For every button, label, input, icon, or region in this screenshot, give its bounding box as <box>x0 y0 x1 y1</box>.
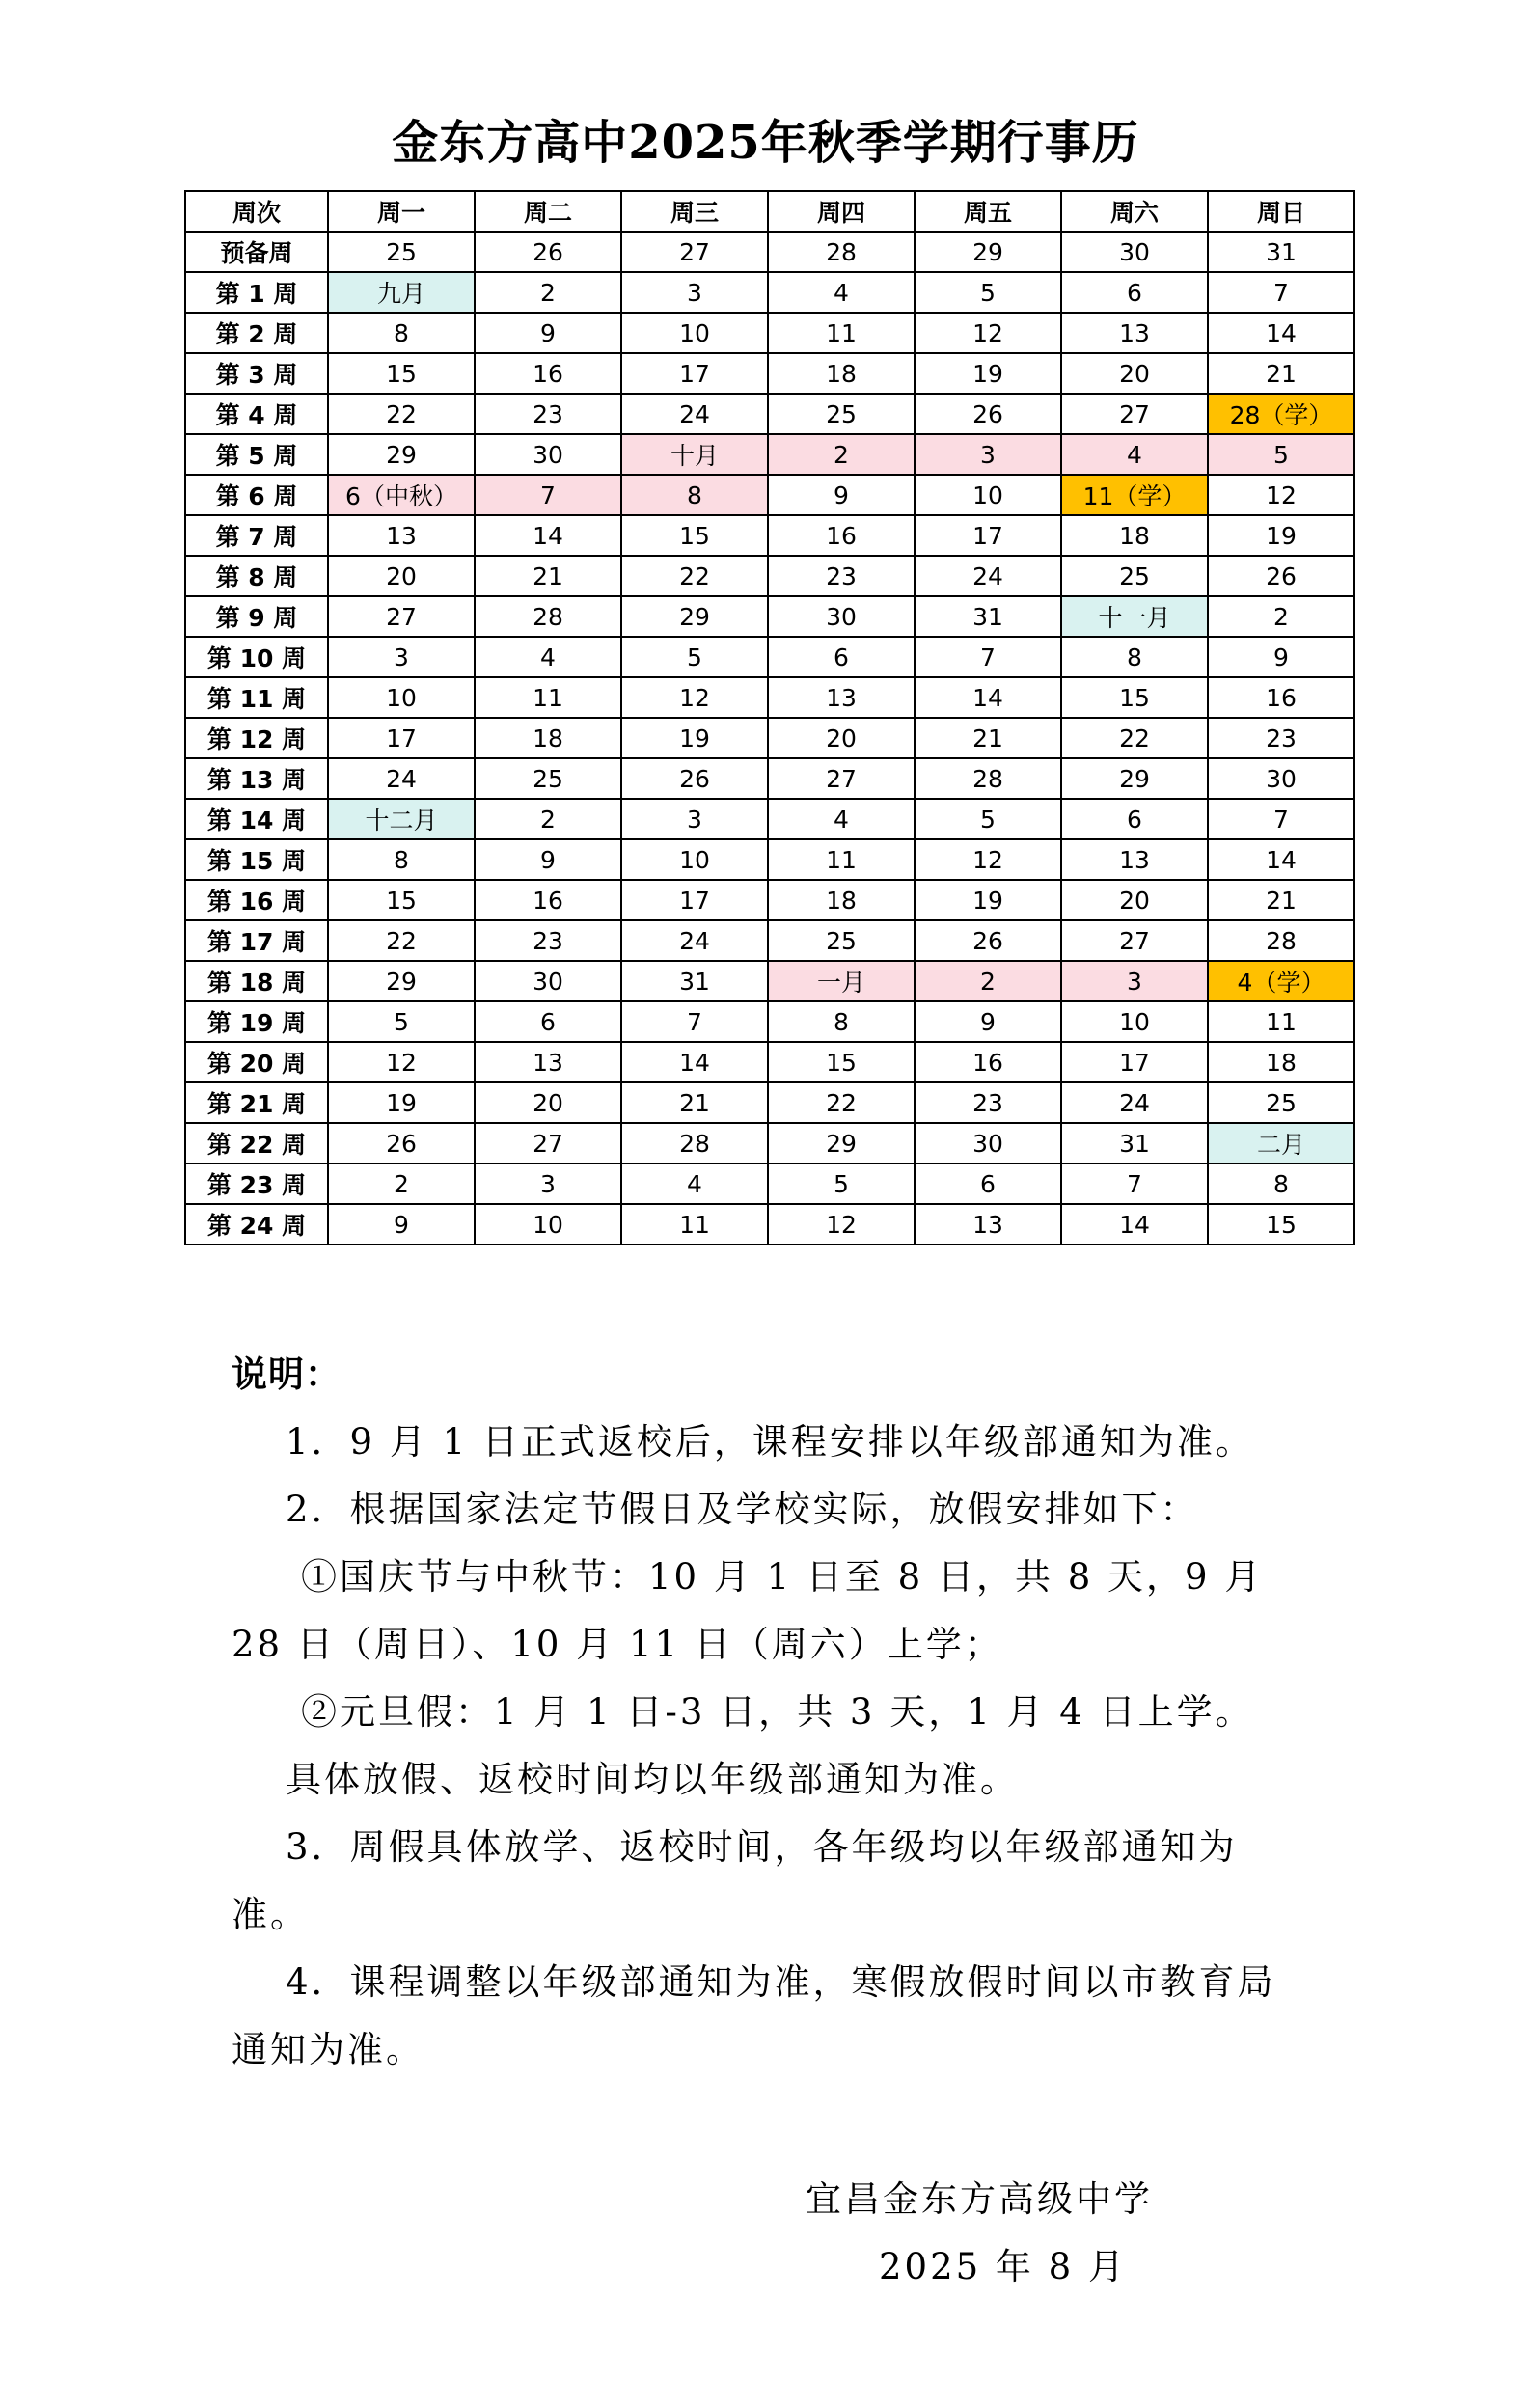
day-cell: 5 <box>915 272 1061 313</box>
day-cell: 19 <box>915 353 1061 394</box>
page-title: 金东方高中2025年秋季学期行事历 <box>392 116 1139 170</box>
calendar-week-row <box>185 434 1354 475</box>
day-cell: 31 <box>621 961 768 1001</box>
day-cell: 17 <box>621 353 768 394</box>
day-cell: 27 <box>328 596 475 637</box>
day-cell: 十月 <box>621 434 768 475</box>
day-cell: 17 <box>621 880 768 920</box>
week-label: 第 20 周 <box>185 1042 328 1082</box>
day-cell: 7 <box>621 1001 768 1042</box>
day-cell: 19 <box>915 880 1061 920</box>
week-label: 第 15 周 <box>185 839 328 880</box>
day-cell: 25 <box>1061 556 1208 596</box>
day-cell: 13 <box>328 515 475 556</box>
day-cell: 7 <box>475 475 621 515</box>
day-cell: 25 <box>1208 1082 1354 1123</box>
day-cell: 5 <box>768 1163 915 1204</box>
note-2-detail: 具体放假、返校时间均以年级部通知为准。 <box>286 1759 1019 1800</box>
day-cell: 15 <box>1208 1204 1354 1245</box>
day-cell: 21 <box>621 1082 768 1123</box>
day-cell: 9 <box>915 1001 1061 1042</box>
day-cell: 16 <box>475 353 621 394</box>
day-cell: 5 <box>328 1001 475 1042</box>
day-cell: 28 <box>621 1123 768 1163</box>
day-cell: 22 <box>768 1082 915 1123</box>
calendar-week-row <box>185 232 1354 272</box>
week-label: 第 21 周 <box>185 1082 328 1123</box>
day-cell: 4 <box>475 637 621 677</box>
calendar-week-row <box>185 515 1354 556</box>
note-4: 4．课程调整以年级部通知为准，寒假放假时间以市教育局通知为准。 <box>232 1961 1276 2070</box>
day-cell: 22 <box>328 920 475 961</box>
calendar-week-row <box>185 920 1354 961</box>
day-cell: 18 <box>475 718 621 758</box>
day-cell: 7 <box>915 637 1061 677</box>
day-cell: 7 <box>1208 272 1354 313</box>
calendar-table <box>184 190 1355 1245</box>
week-label: 第 11 周 <box>185 677 328 718</box>
day-cell: 26 <box>328 1123 475 1163</box>
day-cell: 8 <box>768 1001 915 1042</box>
week-label: 第 23 周 <box>185 1163 328 1204</box>
day-cell: 26 <box>1208 556 1354 596</box>
day-cell: 16 <box>768 515 915 556</box>
calendar-week-row <box>185 880 1354 920</box>
day-cell: 28 <box>915 758 1061 799</box>
day-cell: 5 <box>1208 434 1354 475</box>
header-wed: 周三 <box>621 191 768 232</box>
day-cell: 12 <box>1208 475 1354 515</box>
day-cell: 4（学） <box>1208 961 1354 1001</box>
day-cell: 3 <box>621 272 768 313</box>
day-cell: 12 <box>915 313 1061 353</box>
calendar-week-row <box>185 718 1354 758</box>
week-label: 第 5 周 <box>185 434 328 475</box>
day-cell: 26 <box>915 394 1061 434</box>
calendar-week-row <box>185 596 1354 637</box>
day-cell: 30 <box>475 961 621 1001</box>
note-2-national-day: ①国庆节与中秋节：10 月 1 日至 8 日，共 8 天，9 月 28 日（周日）、10 月 11 日（周六）上学； <box>232 1556 1264 1665</box>
calendar-week-row <box>185 1123 1354 1163</box>
day-cell: 27 <box>621 232 768 272</box>
day-cell: 14 <box>1061 1204 1208 1245</box>
day-cell: 15 <box>1061 677 1208 718</box>
day-cell: 8 <box>1061 637 1208 677</box>
day-cell: 14 <box>915 677 1061 718</box>
day-cell: 13 <box>1061 839 1208 880</box>
note-1: 1．9 月 1 日正式返校后，课程安排以年级部通知为准。 <box>286 1421 1254 1463</box>
day-cell: 29 <box>328 434 475 475</box>
day-cell: 二月 <box>1208 1123 1354 1163</box>
day-cell: 3 <box>621 799 768 839</box>
day-cell: 2 <box>328 1163 475 1204</box>
day-cell: 30 <box>1208 758 1354 799</box>
note-3: 3．周假具体放学、返校时间，各年级均以年级部通知为准。 <box>232 1826 1238 1935</box>
day-cell: 17 <box>915 515 1061 556</box>
day-cell: 3 <box>1061 961 1208 1001</box>
day-cell: 2 <box>475 799 621 839</box>
header-fri: 周五 <box>915 191 1061 232</box>
calendar-week-row <box>185 758 1354 799</box>
week-label: 第 7 周 <box>185 515 328 556</box>
calendar-week-row <box>185 313 1354 353</box>
day-cell: 14 <box>475 515 621 556</box>
school-name: 宜昌金东方高级中学 <box>806 2178 1153 2220</box>
calendar-week-row <box>185 839 1354 880</box>
day-cell: 21 <box>915 718 1061 758</box>
day-cell: 21 <box>1208 353 1354 394</box>
day-cell: 30 <box>768 596 915 637</box>
week-label: 第 16 周 <box>185 880 328 920</box>
week-label: 第 1 周 <box>185 272 328 313</box>
day-cell: 28 <box>1208 920 1354 961</box>
calendar-header-row <box>185 191 1354 232</box>
day-cell: 3 <box>475 1163 621 1204</box>
day-cell: 6（中秋） <box>328 475 475 515</box>
calendar-week-row <box>185 1042 1354 1082</box>
day-cell: 10 <box>621 313 768 353</box>
day-cell: 6 <box>915 1163 1061 1204</box>
calendar-week-row <box>185 677 1354 718</box>
day-cell: 9 <box>1208 637 1354 677</box>
day-cell: 25 <box>768 394 915 434</box>
day-cell: 7 <box>1061 1163 1208 1204</box>
calendar-week-row <box>185 637 1354 677</box>
day-cell: 19 <box>621 718 768 758</box>
week-label: 第 10 周 <box>185 637 328 677</box>
day-cell: 11 <box>475 677 621 718</box>
week-label: 第 14 周 <box>185 799 328 839</box>
day-cell: 23 <box>768 556 915 596</box>
week-label: 预备周 <box>185 232 328 272</box>
calendar-week-row <box>185 961 1354 1001</box>
day-cell: 4 <box>768 799 915 839</box>
day-cell: 14 <box>621 1042 768 1082</box>
day-cell: 29 <box>1061 758 1208 799</box>
day-cell: 19 <box>1208 515 1354 556</box>
calendar-week-row <box>185 556 1354 596</box>
day-cell: 22 <box>1061 718 1208 758</box>
day-cell: 27 <box>768 758 915 799</box>
day-cell: 10 <box>621 839 768 880</box>
day-cell: 27 <box>1061 920 1208 961</box>
day-cell: 8 <box>621 475 768 515</box>
notes-section <box>232 1341 1312 2084</box>
day-cell: 17 <box>328 718 475 758</box>
day-cell: 18 <box>1061 515 1208 556</box>
day-cell: 6 <box>475 1001 621 1042</box>
day-cell: 22 <box>621 556 768 596</box>
day-cell: 4 <box>768 272 915 313</box>
header-sat: 周六 <box>1061 191 1208 232</box>
day-cell: 25 <box>475 758 621 799</box>
week-label: 第 18 周 <box>185 961 328 1001</box>
day-cell: 2 <box>768 434 915 475</box>
day-cell: 23 <box>475 920 621 961</box>
day-cell: 5 <box>621 637 768 677</box>
day-cell: 20 <box>1061 880 1208 920</box>
day-cell: 9 <box>475 313 621 353</box>
week-label: 第 22 周 <box>185 1123 328 1163</box>
day-cell: 6 <box>768 637 915 677</box>
day-cell: 26 <box>475 232 621 272</box>
day-cell: 2 <box>915 961 1061 1001</box>
day-cell: 9 <box>768 475 915 515</box>
day-cell: 13 <box>768 677 915 718</box>
day-cell: 20 <box>768 718 915 758</box>
day-cell: 16 <box>475 880 621 920</box>
note-2-new-year: ②元旦假：1 月 1 日-3 日，共 3 天，1 月 4 日上学。 <box>301 1691 1254 1733</box>
day-cell: 12 <box>328 1042 475 1082</box>
day-cell: 29 <box>915 232 1061 272</box>
day-cell: 30 <box>1061 232 1208 272</box>
day-cell: 11（学） <box>1061 475 1208 515</box>
day-cell: 10 <box>475 1204 621 1245</box>
day-cell: 10 <box>1061 1001 1208 1042</box>
day-cell: 31 <box>1208 232 1354 272</box>
day-cell: 12 <box>768 1204 915 1245</box>
day-cell: 21 <box>475 556 621 596</box>
day-cell: 24 <box>328 758 475 799</box>
week-label: 第 2 周 <box>185 313 328 353</box>
week-label: 第 3 周 <box>185 353 328 394</box>
day-cell: 10 <box>915 475 1061 515</box>
day-cell: 20 <box>1061 353 1208 394</box>
header-week: 周次 <box>185 191 328 232</box>
day-cell: 一月 <box>768 961 915 1001</box>
day-cell: 14 <box>1208 313 1354 353</box>
day-cell: 30 <box>475 434 621 475</box>
calendar-week-row <box>185 475 1354 515</box>
notes-heading: 说明： <box>232 1354 342 1395</box>
header-tue: 周二 <box>475 191 621 232</box>
day-cell: 29 <box>621 596 768 637</box>
day-cell: 2 <box>1208 596 1354 637</box>
signature-block <box>806 2166 1211 2301</box>
day-cell: 27 <box>1061 394 1208 434</box>
note-2: 2．根据国家法定节假日及学校实际，放假安排如下： <box>286 1489 1199 1530</box>
day-cell: 31 <box>1061 1123 1208 1163</box>
day-cell: 6 <box>1061 272 1208 313</box>
day-cell: 28 <box>768 232 915 272</box>
day-cell: 12 <box>621 677 768 718</box>
day-cell: 20 <box>475 1082 621 1123</box>
day-cell: 24 <box>621 920 768 961</box>
week-label: 第 12 周 <box>185 718 328 758</box>
week-label: 第 4 周 <box>185 394 328 434</box>
day-cell: 18 <box>768 880 915 920</box>
day-cell: 29 <box>328 961 475 1001</box>
day-cell: 11 <box>768 313 915 353</box>
week-label: 第 17 周 <box>185 920 328 961</box>
day-cell: 十一月 <box>1061 596 1208 637</box>
calendar-week-row <box>185 1204 1354 1245</box>
day-cell: 14 <box>1208 839 1354 880</box>
day-cell: 11 <box>1208 1001 1354 1042</box>
day-cell: 13 <box>1061 313 1208 353</box>
day-cell: 25 <box>768 920 915 961</box>
day-cell: 2 <box>475 272 621 313</box>
calendar-week-row <box>185 1001 1354 1042</box>
day-cell: 6 <box>1061 799 1208 839</box>
day-cell: 26 <box>621 758 768 799</box>
day-cell: 13 <box>915 1204 1061 1245</box>
week-label: 第 8 周 <box>185 556 328 596</box>
calendar-week-row <box>185 272 1354 313</box>
day-cell: 19 <box>328 1082 475 1123</box>
day-cell: 12 <box>915 839 1061 880</box>
day-cell: 8 <box>328 839 475 880</box>
day-cell: 17 <box>1061 1042 1208 1082</box>
day-cell: 13 <box>475 1042 621 1082</box>
day-cell: 十二月 <box>328 799 475 839</box>
day-cell: 4 <box>621 1163 768 1204</box>
day-cell: 23 <box>915 1082 1061 1123</box>
day-cell: 28（学） <box>1208 394 1354 434</box>
day-cell: 29 <box>768 1123 915 1163</box>
day-cell: 20 <box>328 556 475 596</box>
day-cell: 18 <box>768 353 915 394</box>
day-cell: 16 <box>1208 677 1354 718</box>
day-cell: 15 <box>621 515 768 556</box>
day-cell: 31 <box>915 596 1061 637</box>
day-cell: 30 <box>915 1123 1061 1163</box>
calendar-week-row <box>185 799 1354 839</box>
day-cell: 27 <box>475 1123 621 1163</box>
calendar-week-row <box>185 1163 1354 1204</box>
day-cell: 15 <box>328 353 475 394</box>
day-cell: 26 <box>915 920 1061 961</box>
day-cell: 25 <box>328 232 475 272</box>
header-mon: 周一 <box>328 191 475 232</box>
day-cell: 7 <box>1208 799 1354 839</box>
calendar-week-row <box>185 353 1354 394</box>
day-cell: 18 <box>1208 1042 1354 1082</box>
signature-date: 2025 年 8 月 <box>879 2246 1127 2287</box>
week-label: 第 13 周 <box>185 758 328 799</box>
day-cell: 4 <box>1061 434 1208 475</box>
day-cell: 九月 <box>328 272 475 313</box>
day-cell: 23 <box>1208 718 1354 758</box>
day-cell: 16 <box>915 1042 1061 1082</box>
day-cell: 10 <box>328 677 475 718</box>
day-cell: 28 <box>475 596 621 637</box>
day-cell: 8 <box>328 313 475 353</box>
day-cell: 21 <box>1208 880 1354 920</box>
day-cell: 9 <box>328 1204 475 1245</box>
day-cell: 3 <box>915 434 1061 475</box>
day-cell: 24 <box>1061 1082 1208 1123</box>
day-cell: 24 <box>621 394 768 434</box>
day-cell: 9 <box>475 839 621 880</box>
calendar-week-row <box>185 394 1354 434</box>
day-cell: 5 <box>915 799 1061 839</box>
day-cell: 23 <box>475 394 621 434</box>
calendar-week-row <box>185 1082 1354 1123</box>
week-label: 第 6 周 <box>185 475 328 515</box>
day-cell: 3 <box>328 637 475 677</box>
day-cell: 15 <box>328 880 475 920</box>
day-cell: 8 <box>1208 1163 1354 1204</box>
week-label: 第 19 周 <box>185 1001 328 1042</box>
day-cell: 15 <box>768 1042 915 1082</box>
week-label: 第 9 周 <box>185 596 328 637</box>
header-thu: 周四 <box>768 191 915 232</box>
header-sun: 周日 <box>1208 191 1354 232</box>
day-cell: 11 <box>621 1204 768 1245</box>
day-cell: 11 <box>768 839 915 880</box>
day-cell: 22 <box>328 394 475 434</box>
day-cell: 24 <box>915 556 1061 596</box>
week-label: 第 24 周 <box>185 1204 328 1245</box>
